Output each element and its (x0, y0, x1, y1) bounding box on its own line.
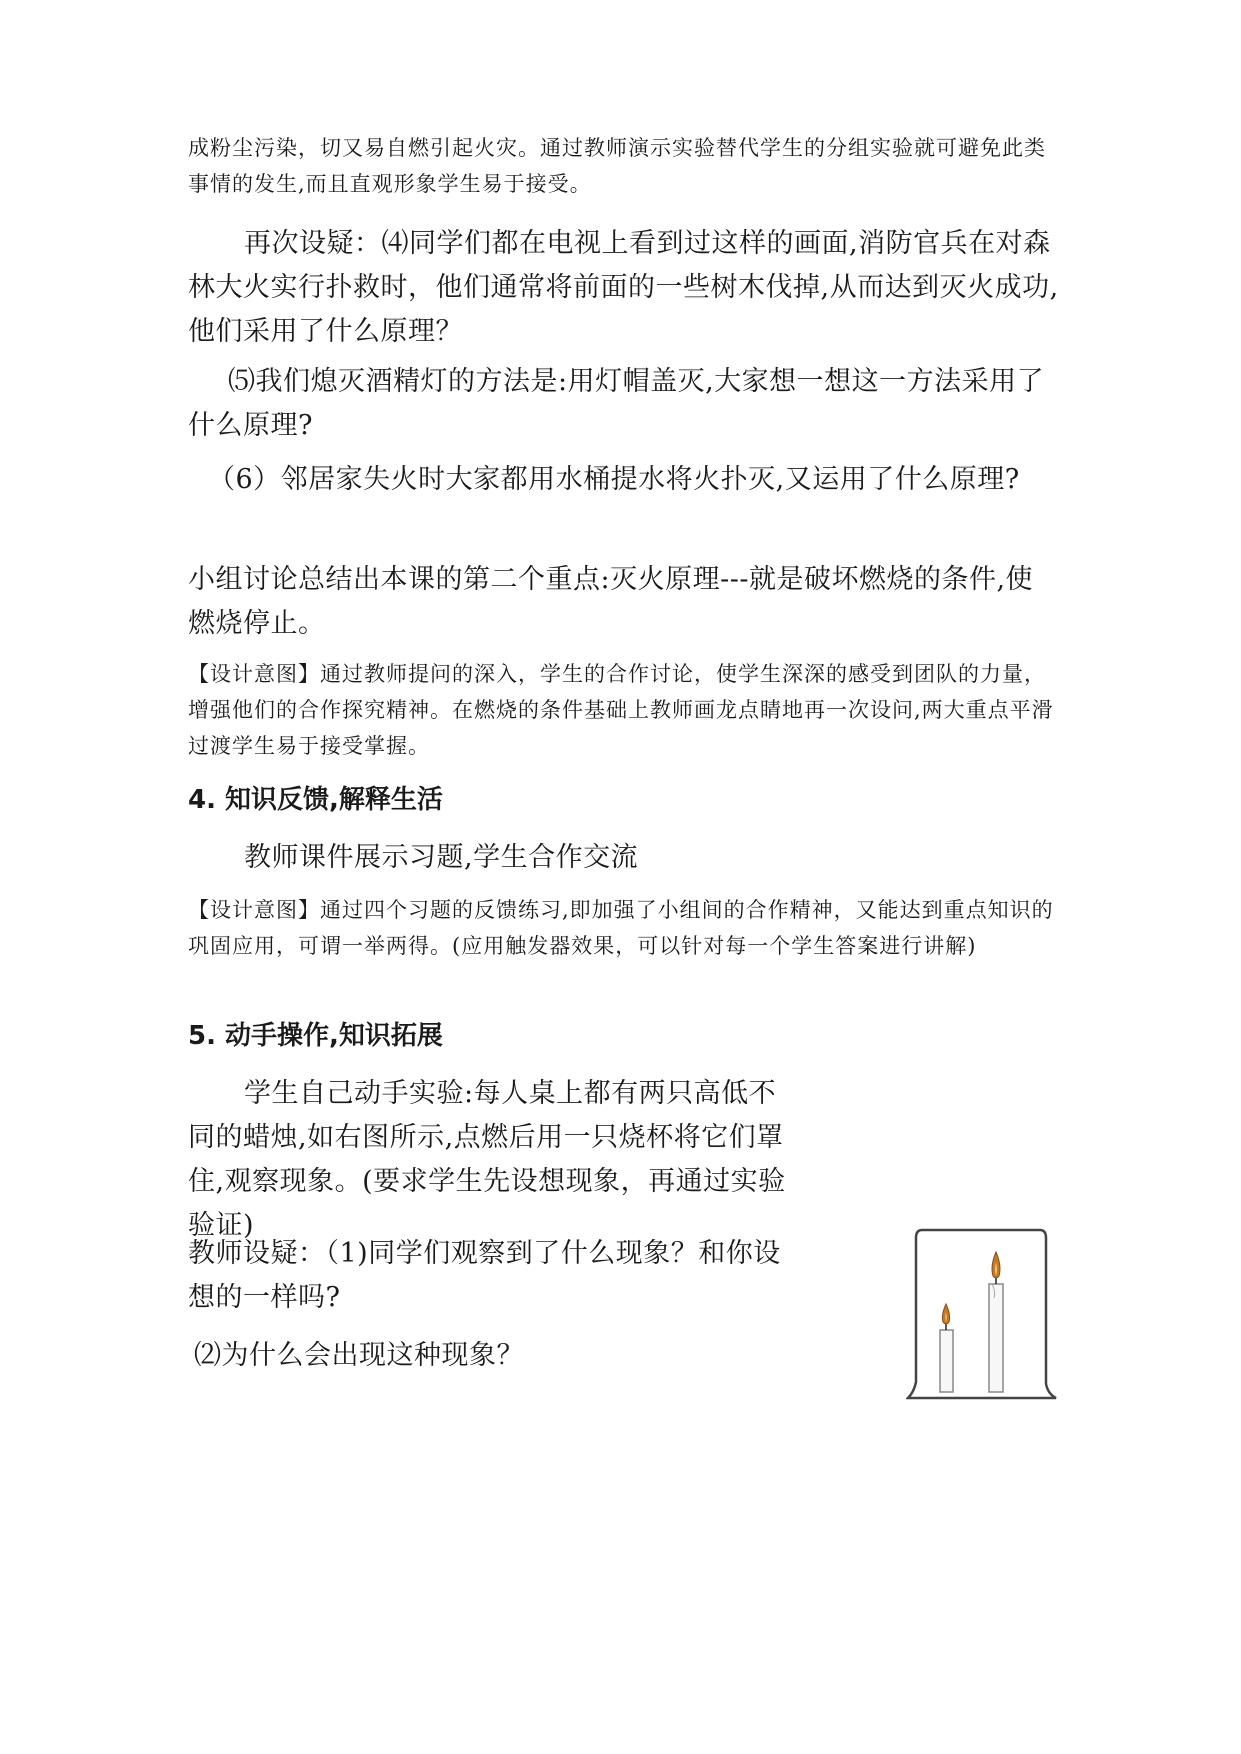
section-4-text: 教师课件展示习题,学生合作交流 (244, 842, 639, 873)
section-5-heading: 5. 动手操作,知识拓展 (188, 1021, 443, 1051)
teacher-question-2: ⑵为什么会出现这种现象？ (194, 1340, 524, 1371)
section-5-text: 学生自己动手实验:每人桌上都有两只高低不同的蜡烛,如右图所示,点燃后用一只烧杯将它们罩住,观察现象。(要求学生先设想现象，再通过实验验证) (188, 1078, 786, 1241)
paragraph-continuation: 成粉尘污染，切又易自燃引起火灾。通过教师演示实验替代学生的分组实验就可避免此类事情的发生,而且直观形象学生易于接受。 (188, 136, 1046, 196)
summary-key-point: 小组讨论总结出本课的第二个重点:灭火原理---就是破坏燃烧的条件,使燃烧停止。 (188, 564, 1034, 639)
question-5: ⑸我们熄灭酒精灯的方法是:用灯帽盖灭,大家想一想这一方法采用了什么原理? (188, 366, 1045, 441)
design-intent-1: 【设计意图】通过教师提问的深入，学生的合作讨论，使学生深深的感受到团队的力量，增强他们的合作探究精神。在燃烧的条件基础上教师画龙点睛地再一次设问,两大重点平滑过渡学生易于接受掌握。 (188, 662, 1054, 758)
question-4: 再次设疑：⑷同学们都在电视上看到过这样的画面,消防官兵在对森林大火实行扑救时，他们通常将前面的一些树木伐掉,从而达到灭火成功,他们采用了什么原理？ (188, 228, 1059, 347)
question-6: （6）邻居家失火时大家都用水桶提水将火扑灭,又运用了什么原理? (208, 464, 1020, 495)
teacher-question-1: 教师设疑：（1)同学们观察到了什么现象？和你设想的一样吗? (188, 1238, 781, 1313)
design-intent-2: 【设计意图】通过四个习题的反馈练习,即加强了小组间的合作精神，又能达到重点知识的巩固应用，可谓一举两得。(应用触发器效果，可以针对每一个学生答案进行讲解) (188, 898, 1054, 958)
section-4-heading: 4. 知识反馈,解释生活 (188, 785, 443, 815)
